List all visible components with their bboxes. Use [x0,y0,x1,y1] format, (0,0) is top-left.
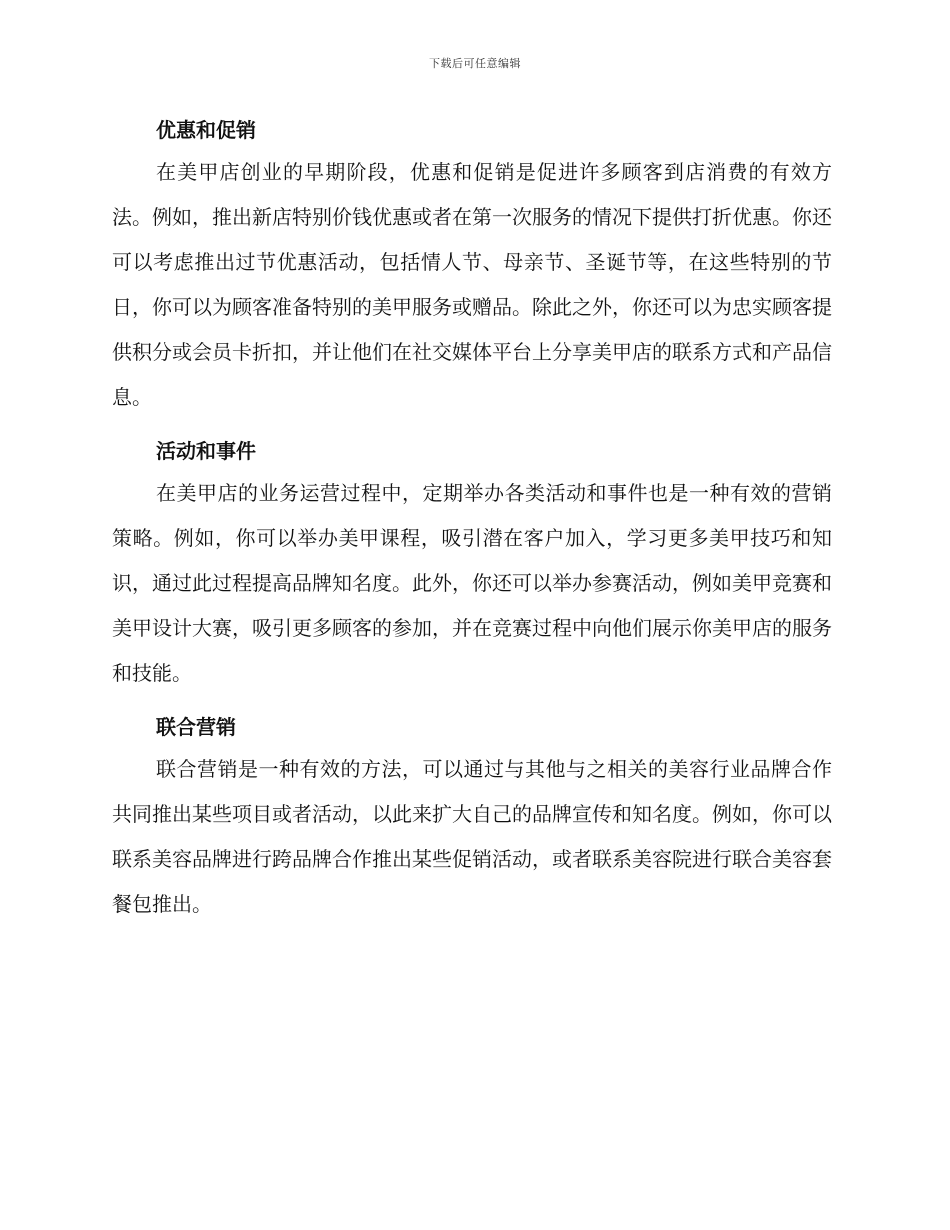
section-heading-promotions: 优惠和促销 [156,118,256,142]
section-body-joint-marketing: 联合营销是一种有效的方法，可以通过与其他与之相关的美容行业品牌合作共同推出某些项目或者活动，以此来扩大自己的品牌宣传和知名度。例如，你可以联系美容品牌进行跨品牌合作推出某些促销活动，或者联系美容院进行联合美容套餐包推出。 [112,757,832,916]
section-heading-joint-marketing: 联合营销 [156,715,236,739]
section-heading-events: 活动和事件 [156,439,256,463]
document-content [112,110,832,938]
section-body-events: 在美甲店的业务运营过程中，定期举办各类活动和事件也是一种有效的营销策略。例如，你可以举办美甲课程，吸引潜在客户加入，学习更多美甲技巧和知识，通过此过程提高品牌知名度。此外，你还可以举办参赛活动，例如美甲竞赛和美甲设计大赛，吸引更多顾客的参加，并在竞赛过程中向他们展示你美甲店的服务和技能。 [112,481,832,685]
section-body-promotions: 在美甲店创业的早期阶段，优惠和促销是促进许多顾客到店消费的有效方法。例如，推出新店特别价钱优惠或者在第一次服务的情况下提供打折优惠。你还可以考虑推出过节优惠活动，包括情人节、母亲节、圣诞节等，在这些特别的节日，你可以为顾客准备特别的美甲服务或赠品。除此之外，你还可以为忠实顾客提供积分或会员卡折扣，并让他们在社交媒体平台上分享美甲店的联系方式和产品信息。 [112,160,832,409]
header-note: 下载后可任意编辑 [429,57,521,70]
